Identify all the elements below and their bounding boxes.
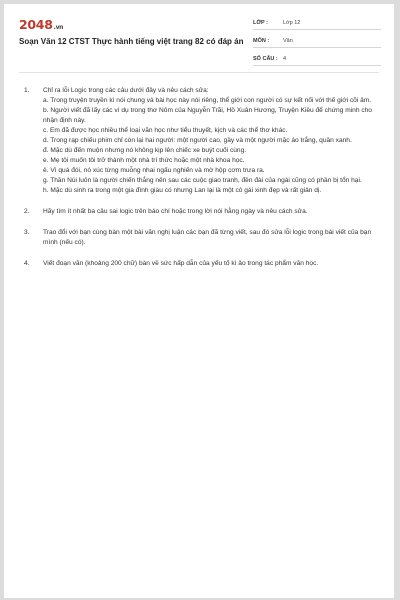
meta-label: SỐ CÂU : [253,55,278,62]
question-list [19,86,379,280]
question-4 [19,259,379,269]
question-number: 3. [24,229,30,236]
question-number: 1. [24,87,30,94]
question-number: 4. [24,260,30,267]
list-item: h. Mặc dù sinh ra trong một gia đình giàu có nhưng Lan lại là một cô gái xinh đẹp và rất giản dị. [43,187,322,194]
list-item: b. Người viết đã lấy các ví dụ trong thơ Nôm của Nguyễn Trãi, Hồ Xuân Hương, Truyện Kiều để chứng minh cho nhận định này. [43,107,372,124]
question-1 [19,86,379,196]
list-item: ê. Vì quá đói, nó xúc từng muỗng nhai ngấu nghiến và mờ hộp cơm trưa ra. [43,167,265,174]
question-2 [19,207,379,217]
question-number: 2. [24,208,30,215]
meta-value: Văn [283,37,293,44]
meta-label: MÔN : [253,37,270,44]
header-divider [19,72,379,73]
meta-row-class [253,16,381,30]
list-item: g. Thần Núi luôn là người chiến thắng nên sau các cuộc giao tranh, đền đài của ngài cũng có phần bị tổn hại. [43,177,362,184]
list-item: e. Mẹ tôi muốn tôi trở thành một nhà trí thức hoặc một nhà khoa học. [43,157,245,164]
meta-row-count [253,52,381,66]
document-page [4,4,394,598]
meta-value: Lớp 12 [283,19,301,26]
list-item: đ. Mặc dù đến muộn nhưng nó không kịp lên chiếc xe buýt cuối cùng. [43,147,247,154]
meta-row-subject [253,34,381,48]
list-item: a. Trong truyện truyền kì nói chung và bài học này nói riêng, thể giới con người có sự kết nối với thế giới cõi âm. [43,97,372,104]
question-body [43,86,379,196]
question-text: Chỉ ra lỗi Logic trong các câu dưới đây và nêu cách sửa: [43,87,209,94]
list-item: c. Em đã được học nhiều thể loại văn học như tiểu thuyết, kịch và các thể thơ khác. [43,127,288,134]
question-text: Viết đoạn văn (khoảng 200 chữ) bàn về sức hấp dẫn của yếu tố kì ảo trong tác phẩm văn học. [43,260,319,267]
list-item: d. Trong rạp chiếu phim chỉ còn lại hai người: một người cao, gầy và một người mặc áo trắng, quần xanh. [43,137,352,144]
meta-info [253,16,381,70]
question-text: Trao đổi với bạn cùng bàn một bài văn nghị luận các bạn đã từng viết, sau đó sửa lỗi logic trong bài viết của bạn mình (nếu có). [43,229,372,246]
question-text: Hãy tìm ít nhất ba câu sai logic trên báo chí hoặc trong lời nói hằng ngày và nêu cách sửa. [43,208,308,215]
logo-suffix: .vn [53,24,64,31]
document-title: Soạn Văn 12 CTST Thực hành tiếng việt trang 82 có đáp án [19,37,244,46]
site-logo[interactable] [19,17,63,32]
meta-value: 4 [283,55,287,62]
meta-label: LỚP : [253,19,268,26]
logo-main: 2048 [19,17,53,32]
question-3 [19,228,379,248]
